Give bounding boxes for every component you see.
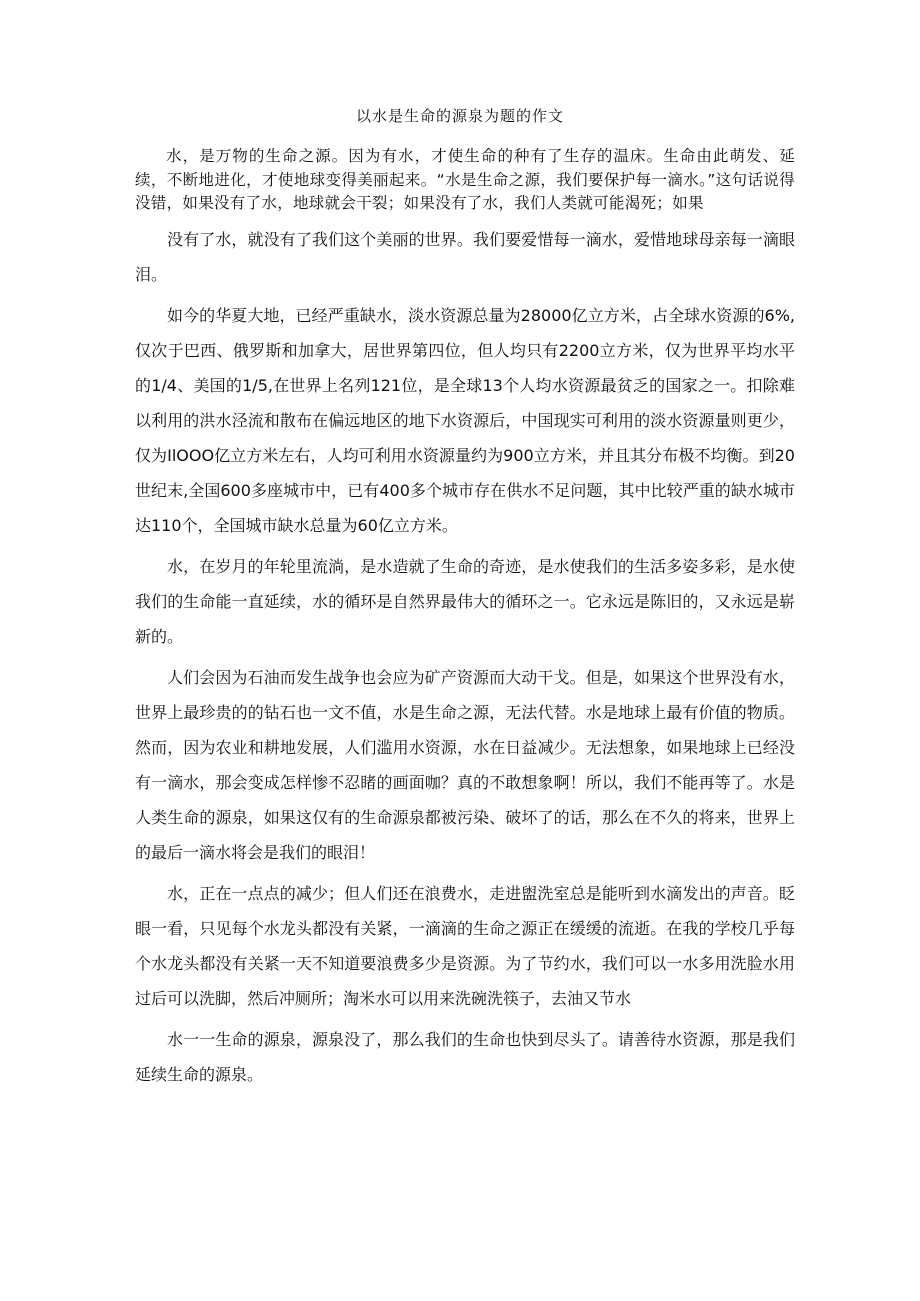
paragraph: 如今的华夏大地，已经严重缺水，淡水资源总量为28000亿立方米，占全球水资源的6%,仅次于巴西、俄罗斯和加拿大，居世界第四位，但人均只有2200立方米，仅为世界平均水平的1/4、美国的1/5,在世界上名列121位，是全球13个人均水资源最贫乏的国家之一。扣除难以利用的洪水泾流和散布在偏远地区的地下水资源后，中国现实可利用的淡水资源量则更少，仅为IlOOO亿立方米左右，人均可利用水资源量约为900立方米，并且其分布极不均衡。到20世纪末,全国600多座城市中，已有400多个城市存在供水不足问题，其中比较严重的缺水城市达110个，全国城市缺水总量为60亿立方米。 [135,305,795,535]
paragraph: 水一一生命的源泉，源泉没了，那么我们的生命也快到尽头了。请善待水资源，那是我们延续生命的源泉。 [135,1029,795,1084]
document-body [135,145,795,1092]
paragraph: 水，正在一点点的减少；但人们还在浪费水，走进盥洗室总是能听到水滴发出的声音。眨眼一看，只见每个水龙头都没有关紧，一滴滴的生命之源正在缓缓的流逝。在我的学校几乎每个水龙头都没有关紧一天不知道要浪费多少是资源。为了节约水，我们可以一水多用洗脸水用过后可以洗脚，然后冲厕所；淘米水可以用来洗碗洗筷子，去油又节水 [135,883,795,1008]
document-title: 以水是生命的源泉为题的作文 [355,107,564,125]
paragraph: 水，是万物的生命之源。因为有水，才使生命的种有了生存的温床。生命由此萌发、延续，不断地进化，才使地球变得美丽起来。“水是生命之源，我们要保护每一滴水。”这句话说得没错，如果没有了水，地球就会干裂；如果没有了水，我们人类就可能渴死；如果 [135,147,795,212]
paragraph: 没有了水，就没有了我们这个美丽的世界。我们要爱惜每一滴水，爱惜地球母亲每一滴眼泪。 [135,229,795,284]
paragraph: 人们会因为石油而发生战争也会应为矿产资源而大动干戈。但是，如果这个世界没有水，世界上最珍贵的的钻石也一文不值，水是生命之源，无法代替。水是地球上最有价值的物质。然而，因为农业和耕地发展，人们滥用水资源，水在日益减少。无法想象，如果地球上已经没有一滴水，那会变成怎样惨不忍睹的画面咖？真的不敢想象啊！所以，我们不能再等了。水是人类生命的源泉，如果这仅有的生命源泉都被污染、破坏了的话，那么在不久的将来，世界上的最后一滴水将会是我们的眼泪！ [135,667,795,862]
paragraph: 水，在岁月的年轮里流淌，是水造就了生命的奇迹，是水使我们的生活多姿多彩，是水使我们的生命能一直延续，水的循环是自然界最伟大的循环之一。它永远是陈旧的，又永远是崭新的。 [135,556,795,646]
